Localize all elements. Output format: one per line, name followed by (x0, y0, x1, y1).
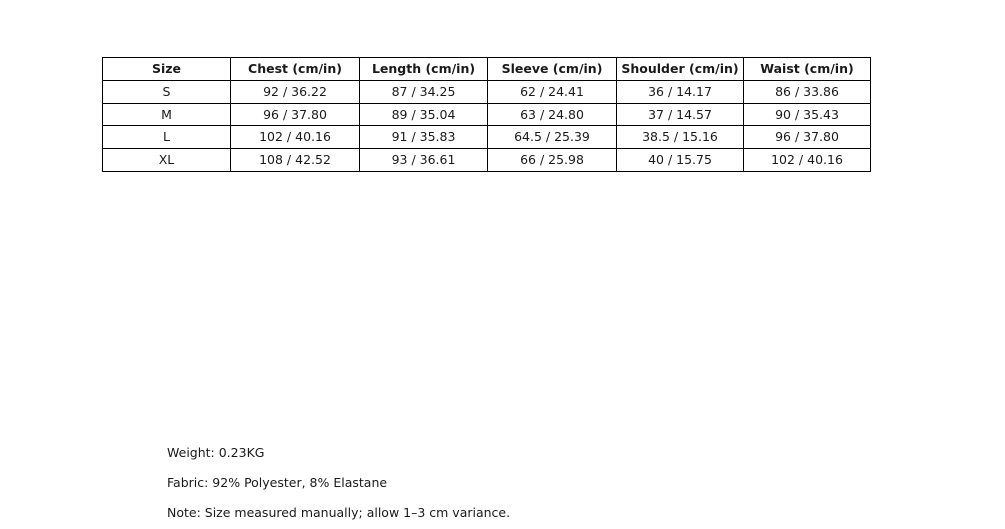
cell-waist: 90 / 35.43 (744, 103, 871, 126)
cell-size: L (103, 126, 231, 149)
size-chart-table-container (102, 57, 870, 172)
cell-waist: 102 / 40.16 (744, 149, 871, 172)
cell-sleeve: 64.5 / 25.39 (488, 126, 617, 149)
cell-length: 89 / 35.04 (360, 103, 488, 126)
note-weight: Weight: 0.23KG (167, 445, 265, 460)
column-header-chest: Chest (cm/in) (231, 58, 360, 81)
size-chart-table (102, 57, 871, 172)
cell-length: 87 / 34.25 (360, 80, 488, 103)
cell-sleeve: 63 / 24.80 (488, 103, 617, 126)
cell-chest: 96 / 37.80 (231, 103, 360, 126)
cell-chest: 92 / 36.22 (231, 80, 360, 103)
cell-waist: 86 / 33.86 (744, 80, 871, 103)
cell-sleeve: 62 / 24.41 (488, 80, 617, 103)
column-header-size: Size (103, 58, 231, 81)
column-header-length: Length (cm/in) (360, 58, 488, 81)
table-header (103, 58, 871, 81)
cell-length: 91 / 35.83 (360, 126, 488, 149)
note-fabric: Fabric: 92% Polyester, 8% Elastane (167, 474, 388, 490)
cell-size: XL (103, 149, 231, 172)
table-row (103, 126, 871, 149)
cell-shoulder: 40 / 15.75 (617, 149, 744, 172)
cell-size: M (103, 103, 231, 126)
table-body (103, 80, 871, 171)
column-header-sleeve: Sleeve (cm/in) (488, 58, 617, 81)
cell-shoulder: 38.5 / 15.16 (617, 126, 744, 149)
cell-chest: 102 / 40.16 (231, 126, 360, 149)
table-header-row (103, 58, 871, 81)
cell-shoulder: 36 / 14.17 (617, 80, 744, 103)
product-notes (167, 446, 767, 519)
cell-length: 93 / 36.61 (360, 149, 488, 172)
cell-size: S (103, 80, 231, 103)
table-row (103, 149, 871, 172)
table-row (103, 80, 871, 103)
note-measurement-variance: Note: Size measured manually; allow 1–3 cm variance. (167, 504, 511, 520)
column-header-shoulder: Shoulder (cm/in) (617, 58, 744, 81)
table-row (103, 103, 871, 126)
cell-chest: 108 / 42.52 (231, 149, 360, 172)
cell-shoulder: 37 / 14.57 (617, 103, 744, 126)
cell-sleeve: 66 / 25.98 (488, 149, 617, 172)
column-header-waist: Waist (cm/in) (744, 58, 871, 81)
cell-waist: 96 / 37.80 (744, 126, 871, 149)
